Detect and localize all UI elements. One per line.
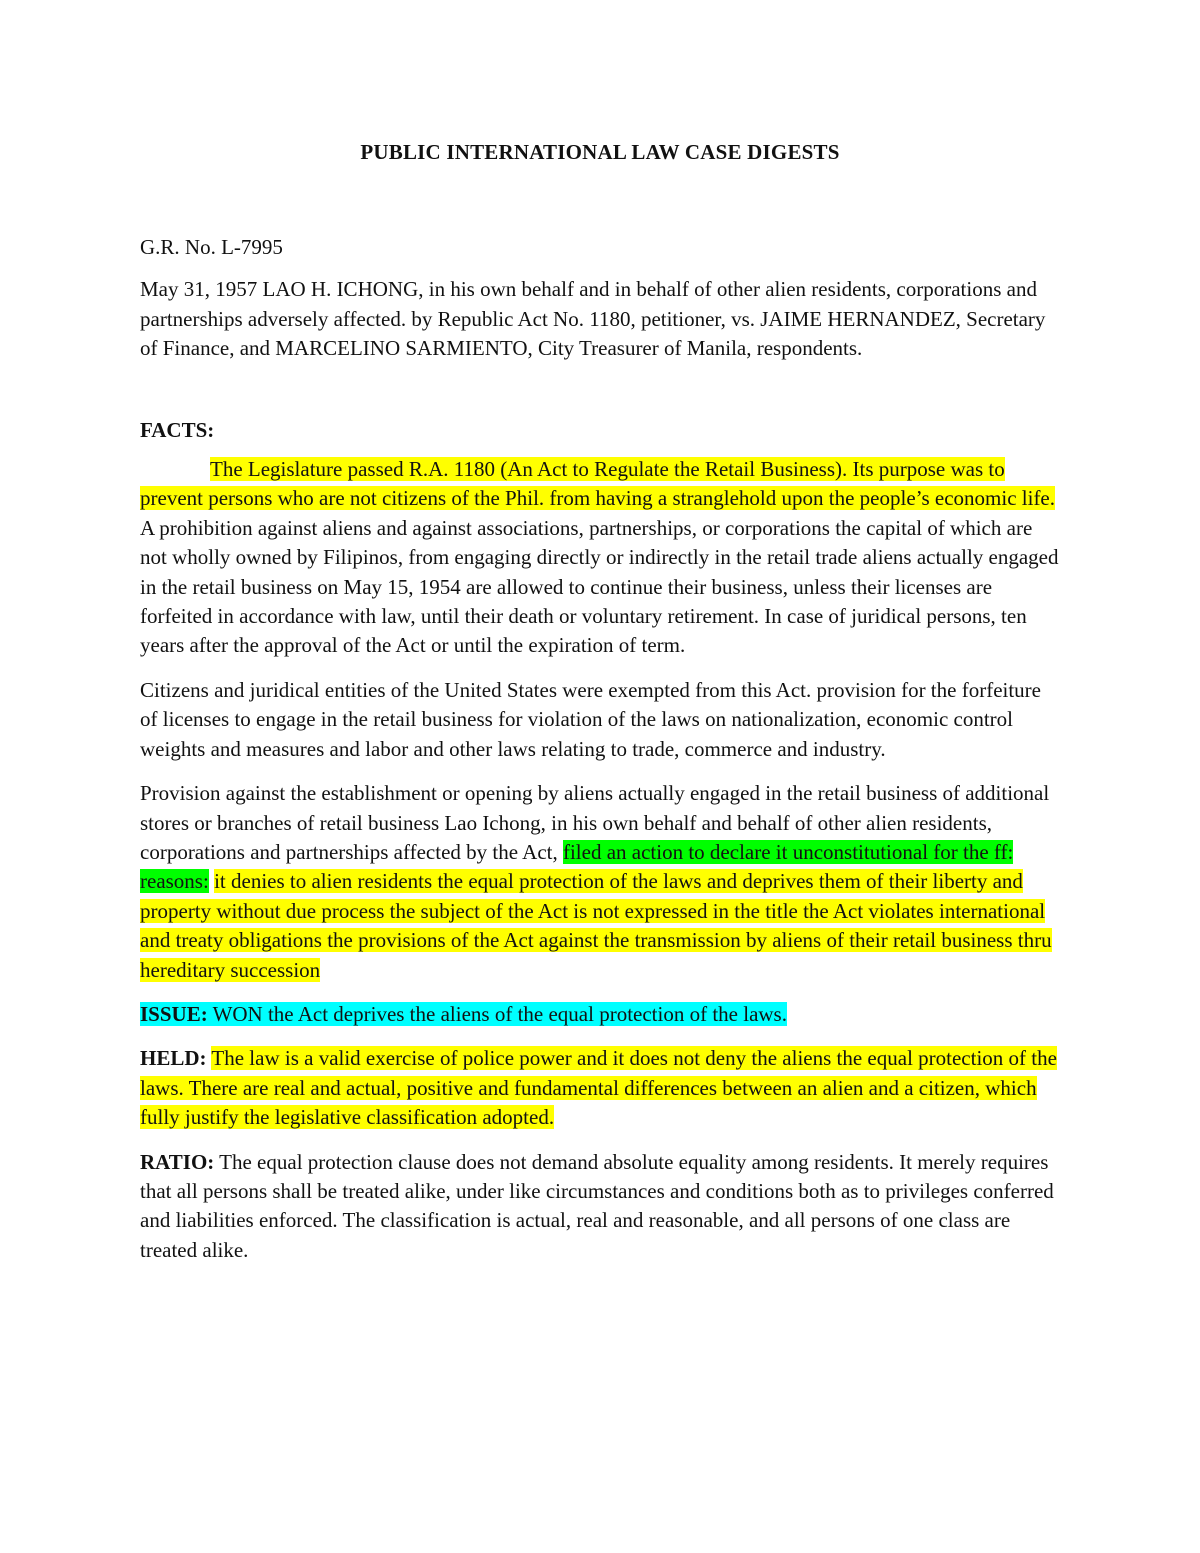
facts-purpose-highlight: The Legislature passed R.A. 1180 (An Act to Regulate the Retail Business). Its purpose was to prevent persons who are not citizens of the Phil. from having a stranglehold upon the people’s economic life.	[140, 457, 1056, 511]
filed-action-highlight: filed an action to declare it unconstitutional for the ff: reasons:	[140, 839, 1014, 894]
reasons-highlight: it denies to alien residents the equal protection of the laws and deprives them of their liberty and property without due process the subject of the Act is not expressed in the title the Act violates international and treaty obligations the provisions of the Act against the transmission by aliens of their retail business thru hereditary succession	[140, 869, 1052, 982]
facts-paragraph-3	[140, 779, 1060, 985]
case-parties: May 31, 1957 LAO H. ICHONG, in his own behalf and in behalf of other alien residents, corporations and partnerships adversely affected. by Republic Act No. 1180, petitioner, vs. JAIME HERNANDEZ, Secretary of Finance, and MARCELINO SARMIENTO, City Treasurer of Manila, respondents.	[140, 277, 1046, 361]
facts-paragraph-1	[140, 455, 1060, 661]
ratio-paragraph	[140, 1148, 1060, 1266]
facts-paragraph-2: Citizens and juridical entities of the United States were exempted from this Act. provision for the forfeiture of licenses to engage in the retail business for violation of the laws on nationalization, economic control weights and measures and labor and other laws relating to trade, commerce and industry.	[140, 677, 1042, 761]
issue-label: ISSUE:	[140, 1001, 208, 1026]
held-paragraph	[140, 1044, 1060, 1132]
facts-heading: FACTS:	[140, 417, 215, 442]
facts-paragraph-1-text: A prohibition against aliens and against associations, partnerships, or corporations the capital of which are not wholly owned by Filipinos, from engaging directly or indirectly in the retail trade aliens actually engaged in the retail business on May 15, 1954 are allowed to continue their business, unless their licenses are forfeited in accordance with law, until their death or voluntary retirement. In case of juridical persons, ten years after the approval of the Act or until the expiration of term.	[140, 515, 1059, 658]
held-label: HELD:	[140, 1046, 207, 1071]
issue-highlight	[140, 1002, 787, 1026]
issue-text: WON the Act deprives the aliens of the equal protection of the laws.	[207, 1001, 787, 1026]
document-title: PUBLIC INTERNATIONAL LAW CASE DIGESTS	[360, 140, 840, 164]
issue-paragraph	[140, 1000, 1060, 1029]
ratio-label: RATIO:	[140, 1149, 215, 1174]
gr-number: G.R. No. L-7995	[140, 235, 283, 259]
facts-paragraph-3-text: Provision against the establishment or opening by aliens actually engaged in the retail business of additional stores or branches of retail business Lao Ichong, in his own behalf and behalf of other alien residents, corporations and partnerships affected by the Act,	[140, 781, 1050, 864]
ratio-text: The equal protection clause does not demand absolute equality among residents. It merely requires that all persons shall be treated alike, under like circumstances and conditions both as to privileges conferred and liabilities enforced. The classification is actual, real and reasonable, and all persons of one class are treated alike.	[140, 1149, 1054, 1262]
held-text-highlight: The law is a valid exercise of police power and it does not deny the aliens the equal protection of the laws. There are real and actual, positive and fundamental differences between an alien and a citizen, which fully justify the legislative classification adopted.	[140, 1046, 1057, 1130]
